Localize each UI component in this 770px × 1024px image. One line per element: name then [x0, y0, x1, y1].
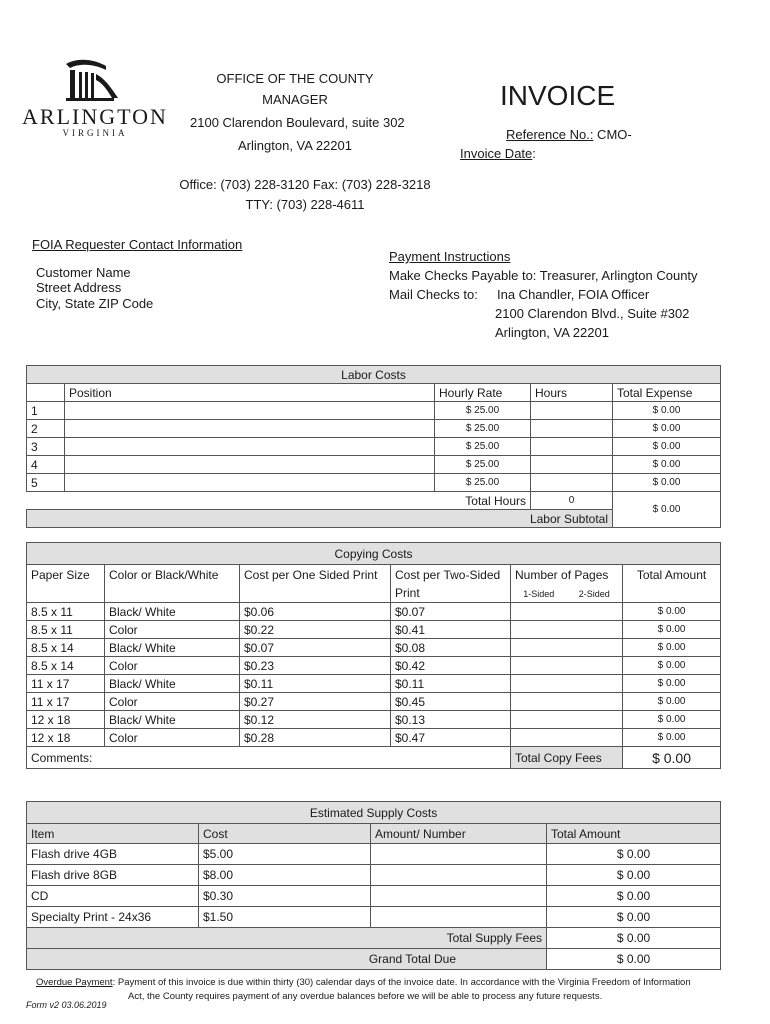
copy-row: [27, 711, 721, 729]
pages-input[interactable]: [511, 711, 623, 729]
supply-total-header: Total Amount: [547, 824, 721, 844]
position-input[interactable]: [65, 438, 435, 456]
copy-row: [27, 639, 721, 657]
paper-size: 8.5 x 11: [27, 621, 105, 639]
logo-sub: VIRGINIA: [62, 128, 128, 138]
copy-total: $ 0.00: [623, 693, 721, 711]
color-type: Black/ White: [105, 675, 240, 693]
supply-total: $ 0.00: [547, 907, 721, 928]
copy-row: [27, 675, 721, 693]
total-hours-label: Total Hours: [27, 492, 531, 510]
color-type: Color: [105, 693, 240, 711]
amount-input[interactable]: [371, 886, 547, 907]
office-line1: OFFICE OF THE COUNTY: [216, 71, 374, 86]
copy-total: $ 0.00: [623, 657, 721, 675]
supply-item: Flash drive 8GB: [27, 865, 199, 886]
labor-row: [27, 420, 721, 438]
office-tty: TTY: (703) 228-4611: [245, 197, 365, 212]
hours-input[interactable]: [531, 438, 613, 456]
office-line2: MANAGER: [262, 92, 328, 107]
supply-row: [27, 844, 721, 865]
one-sided-subheader: [511, 585, 567, 603]
labor-subtotal-label: Labor Subtotal: [27, 510, 613, 528]
hourly-rate: $ 25.00: [435, 474, 531, 492]
hours-header: Hours: [531, 384, 613, 402]
labor-row: [27, 438, 721, 456]
copy-total: $ 0.00: [623, 603, 721, 621]
amount-number-header: Amount/ Number: [371, 824, 547, 844]
number-of-pages-header: Number of Pages: [511, 565, 623, 585]
overdue-text1: : Payment of this invoice is due within thirty (30) calendar days of the invoice date. In accordance with the Virginia Freedom of Information: [112, 977, 691, 988]
payment-line2-value: Ina Chandler, FOIA Officer: [497, 287, 650, 302]
pages-input[interactable]: [511, 675, 623, 693]
hours-input[interactable]: [531, 474, 613, 492]
item-header: Item: [27, 824, 199, 844]
grand-total-label: Grand Total Due: [27, 949, 547, 970]
payment-line1: Make Checks Payable to: Treasurer, Arlington County: [389, 268, 698, 283]
paper-size: 8.5 x 14: [27, 639, 105, 657]
invoice-date: [460, 146, 536, 161]
row-number: 1: [27, 402, 65, 420]
one-sided-cost-header: Cost per One Sided Print: [240, 565, 391, 585]
position-header: Position: [65, 384, 435, 402]
cost-header: Cost: [199, 824, 371, 844]
total-hours-value: 0: [531, 492, 613, 510]
one-sided-cost: $0.06: [240, 603, 391, 621]
form-version: Form v2 03.06.2019: [26, 1000, 107, 1010]
comments-field[interactable]: Comments:: [27, 747, 511, 769]
copy-row: [27, 693, 721, 711]
row-number: 4: [27, 456, 65, 474]
paper-size: 11 x 17: [27, 693, 105, 711]
paper-size: 12 x 18: [27, 711, 105, 729]
payment-line2-label: Mail Checks to:: [389, 287, 478, 302]
supply-cost: $1.50: [199, 907, 371, 928]
one-sided-cost: $0.28: [240, 729, 391, 747]
copy-total: $ 0.00: [623, 621, 721, 639]
overdue-label: Overdue Payment: [36, 977, 113, 988]
logo-name: ARLINGTON: [22, 104, 168, 129]
copy-total: $ 0.00: [623, 639, 721, 657]
supply-row: [27, 907, 721, 928]
hourly-rate: $ 25.00: [435, 438, 531, 456]
paper-size-header-cont: [27, 585, 105, 603]
labor-subtotal-value: $ 0.00: [613, 492, 721, 528]
copy-total: $ 0.00: [623, 729, 721, 747]
position-input[interactable]: [65, 420, 435, 438]
row-number: 3: [27, 438, 65, 456]
amount-input[interactable]: [371, 865, 547, 886]
hours-input[interactable]: [531, 402, 613, 420]
color-type: Black/ White: [105, 711, 240, 729]
one-sided-cost: $0.07: [240, 639, 391, 657]
total-expense: $ 0.00: [613, 402, 721, 420]
pages-input[interactable]: [511, 603, 623, 621]
pages-input[interactable]: [511, 639, 623, 657]
labor-row: [27, 456, 721, 474]
paper-size: 12 x 18: [27, 729, 105, 747]
total-expense-header: Total Expense: [613, 384, 721, 402]
labor-costs-table: [26, 365, 721, 528]
position-input[interactable]: [65, 456, 435, 474]
two-sided-cost: $0.42: [391, 657, 511, 675]
one-sided-subheader-label: 1-Sided: [523, 589, 555, 600]
one-sided-cost: $0.27: [240, 693, 391, 711]
overdue-notice: [36, 977, 736, 988]
one-sided-cost: $0.23: [240, 657, 391, 675]
amount-input[interactable]: [371, 844, 547, 865]
invoice-date-colon[interactable]: :: [532, 146, 536, 161]
reference-value[interactable]: CMO-: [593, 127, 632, 142]
row-number: 5: [27, 474, 65, 492]
hourly-rate: $ 25.00: [435, 420, 531, 438]
grand-total-value: $ 0.00: [547, 949, 721, 970]
total-expense: $ 0.00: [613, 420, 721, 438]
pages-input[interactable]: [511, 621, 623, 639]
requester-heading: FOIA Requester Contact Information: [32, 237, 243, 252]
hourly-rate: $ 25.00: [435, 456, 531, 474]
total-expense: $ 0.00: [613, 474, 721, 492]
paper-size: 8.5 x 14: [27, 657, 105, 675]
payment-line3: 2100 Clarendon Blvd., Suite #302: [495, 306, 690, 321]
two-sided-cost: $0.11: [391, 675, 511, 693]
total-amount-header-cont: [623, 585, 721, 603]
paper-size-header: Paper Size: [27, 565, 105, 585]
supply-total: $ 0.00: [547, 865, 721, 886]
color-type: Black/ White: [105, 639, 240, 657]
one-sided-cost: $0.12: [240, 711, 391, 729]
office-phone: Office: (703) 228-3120 Fax: (703) 228-3218: [179, 177, 431, 192]
copy-row: [27, 729, 721, 747]
color-type: Color: [105, 729, 240, 747]
two-sided-cost: $0.08: [391, 639, 511, 657]
color-header-cont: [105, 585, 240, 603]
two-sided-cost: $0.45: [391, 693, 511, 711]
payment-line4: Arlington, VA 22201: [495, 325, 609, 340]
two-sided-subheader-label: 2-Sided: [578, 589, 610, 600]
color-header: Color or Black/White: [105, 565, 240, 585]
one-sided-cost-header-cont: [240, 585, 391, 603]
supply-item: Specialty Print - 24x36: [27, 907, 199, 928]
color-type: Color: [105, 657, 240, 675]
copy-row: [27, 657, 721, 675]
total-copy-fees-label: Total Copy Fees: [511, 747, 623, 769]
office-address2: Arlington, VA 22201: [238, 138, 352, 153]
amount-input[interactable]: [371, 907, 547, 928]
two-sided-cost: $0.13: [391, 711, 511, 729]
hours-input[interactable]: [531, 456, 613, 474]
arlington-house-icon: [62, 58, 122, 104]
total-supply-fees-value: $ 0.00: [547, 928, 721, 949]
copy-row: [27, 603, 721, 621]
supply-title: Estimated Supply Costs: [27, 802, 721, 824]
labor-row: [27, 402, 721, 420]
two-sided-cost: $0.07: [391, 603, 511, 621]
copy-row: [27, 621, 721, 639]
pages-input[interactable]: [511, 693, 623, 711]
paper-size: 8.5 x 11: [27, 603, 105, 621]
two-sided-subheader: [567, 585, 623, 603]
customer-name[interactable]: Customer Name: [36, 265, 131, 280]
total-amount-header: Total Amount: [623, 565, 721, 585]
supply-costs-table: [26, 801, 721, 970]
city-state-zip[interactable]: City, State ZIP Code: [36, 296, 154, 311]
invoice-title: INVOICE: [500, 80, 616, 111]
office-address1: 2100 Clarendon Boulevard, suite 302: [190, 115, 405, 130]
supply-cost: $8.00: [199, 865, 371, 886]
two-sided-cost: $0.47: [391, 729, 511, 747]
hourly-rate-header: Hourly Rate: [435, 384, 531, 402]
one-sided-cost: $0.22: [240, 621, 391, 639]
arlington-logo: [10, 58, 180, 138]
pages-input[interactable]: [511, 729, 623, 747]
supply-total: $ 0.00: [547, 886, 721, 907]
street-address[interactable]: Street Address: [36, 280, 122, 295]
total-supply-fees-label: Total Supply Fees: [27, 928, 547, 949]
color-type: Color: [105, 621, 240, 639]
row-number: 2: [27, 420, 65, 438]
supply-item: CD: [27, 886, 199, 907]
payment-heading: Payment Instructions: [389, 249, 511, 264]
two-sided-cost-header-a: Cost per Two-Sided: [391, 565, 511, 585]
two-sided-cost-header-b: Print: [391, 585, 511, 603]
two-sided-cost: $0.41: [391, 621, 511, 639]
copying-title: Copying Costs: [27, 543, 721, 565]
copy-total: $ 0.00: [623, 675, 721, 693]
total-expense: $ 0.00: [613, 438, 721, 456]
supply-cost: $5.00: [199, 844, 371, 865]
labor-title: Labor Costs: [27, 366, 721, 384]
hourly-rate: $ 25.00: [435, 402, 531, 420]
overdue-text2: Act, the County requires payment of any overdue balances before we will be able to process any future requests.: [128, 991, 603, 1002]
supply-cost: $0.30: [199, 886, 371, 907]
total-expense: $ 0.00: [613, 456, 721, 474]
labor-num-header: [27, 384, 65, 402]
hours-input[interactable]: [531, 420, 613, 438]
supply-row: [27, 886, 721, 907]
position-input[interactable]: [65, 474, 435, 492]
copying-costs-table: [26, 542, 721, 769]
color-type: Black/ White: [105, 603, 240, 621]
total-copy-fees-value: $ 0.00: [623, 747, 721, 769]
reference-label: Reference No.:: [506, 127, 594, 142]
labor-row: [27, 474, 721, 492]
reference-number: [506, 127, 632, 142]
supply-total: $ 0.00: [547, 844, 721, 865]
copy-total: $ 0.00: [623, 711, 721, 729]
paper-size: 11 x 17: [27, 675, 105, 693]
supply-row: [27, 865, 721, 886]
position-input[interactable]: [65, 402, 435, 420]
invoice-date-label: Invoice Date: [460, 146, 533, 161]
pages-input[interactable]: [511, 657, 623, 675]
supply-item: Flash drive 4GB: [27, 844, 199, 865]
one-sided-cost: $0.11: [240, 675, 391, 693]
